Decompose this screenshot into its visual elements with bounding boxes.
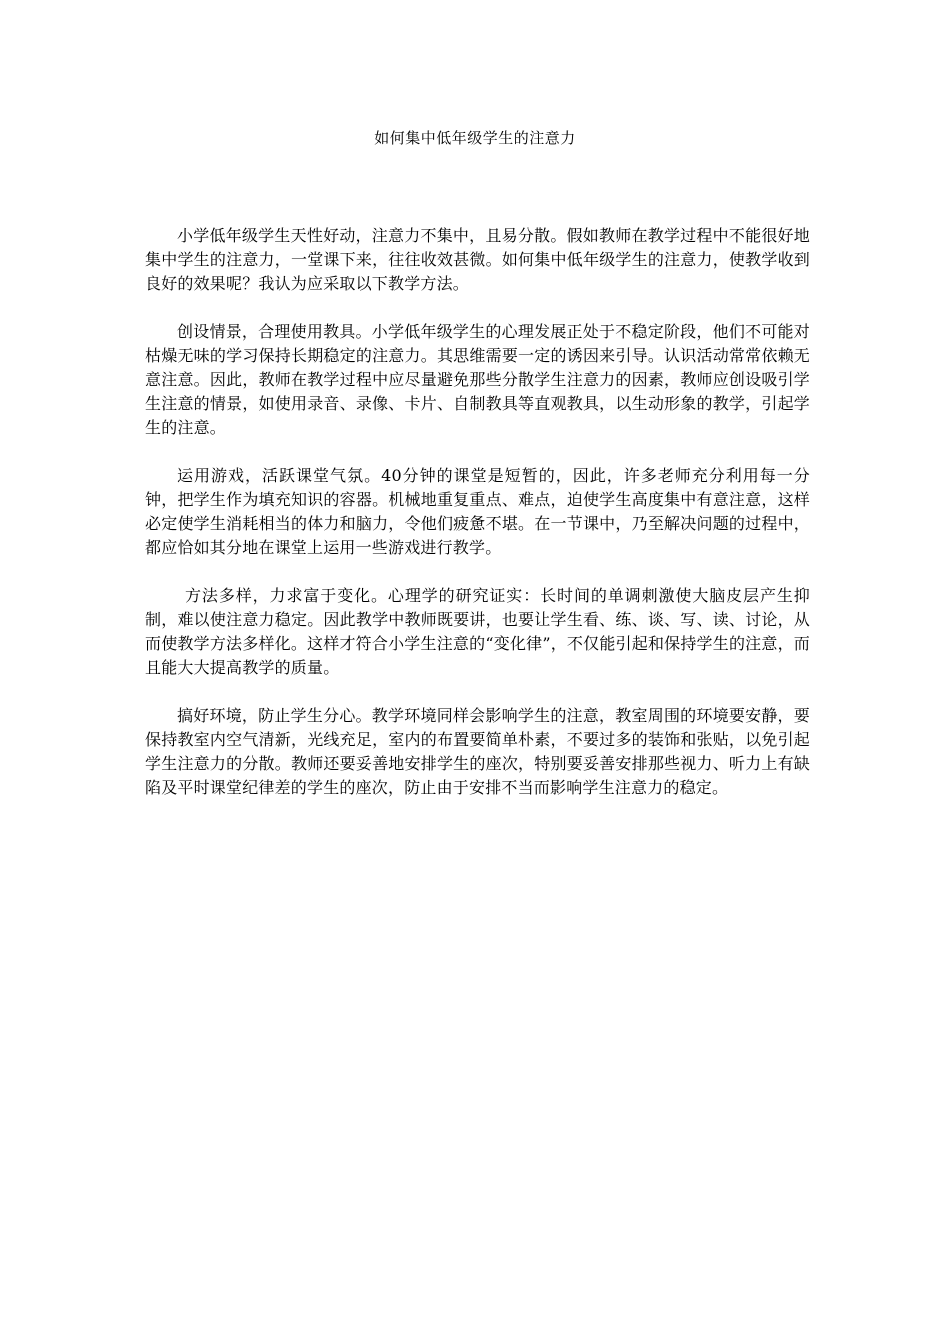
document-title: 如何集中低年级学生的注意力 — [374, 129, 576, 147]
paragraph-varied-methods: 方法多样，力求富于变化。心理学的研究证实：长时间的单调刺激使大脑皮层产生抑制，难以使注意力稳定。因此教学中教师既要讲，也要让学生看、练、谈、写、读、讨论，从而使教学方法多样化。这样才符合小学生注意的“变化律”，不仅能引起和保持学生的注意，而且能大大提高教学的质量。 — [145, 586, 810, 677]
paragraph-environment: 搞好环境，防止学生分心。教学环境同样会影响学生的注意，教室周围的环境要安静，要保持教室内空气清新，光线充足，室内的布置要简单朴素，不要过多的装饰和张贴，以免引起学生注意力的分散。教师还要妥善地安排学生的座次，特别要妥善安排那些视力、听力上有缺陷及平时课堂纪律差的学生的座次，防止由于安排不当而影响学生注意力的稳定。 — [145, 706, 810, 797]
paragraph-games: 运用游戏，活跃课堂气氛。40分钟的课堂是短暂的，因此，许多老师充分利用每一分钟，把学生作为填充知识的容器。机械地重复重点、难点，迫使学生高度集中有意注意，这样必定使学生消耗相当的体力和脑力，令他们疲惫不堪。在一节课中，乃至解决问题的过程中，都应恰如其分地在课堂上运用一些游戏进行教学。 — [145, 466, 810, 557]
paragraph-intro: 小学低年级学生天性好动，注意力不集中，且易分散。假如教师在教学过程中不能很好地集中学生的注意力，一堂课下来，往往收效甚微。如何集中低年级学生的注意力，使教学收到良好的效果呢？我认为应采取以下教学方法。 — [145, 226, 810, 293]
document-body — [145, 224, 810, 824]
paragraph-teaching-aids: 创设情景，合理使用教具。小学低年级学生的心理发展正处于不稳定阶段，他们不可能对枯燥无味的学习保持长期稳定的注意力。其思维需要一定的诱因来引导。认识活动常常依赖无意注意。因此，教师在教学过程中应尽量避免那些分散学生注意力的因素，教师应创设吸引学生注意的情景，如使用录音、录像、卡片、自制教具等直观教具，以生动形象的教学，引起学生的注意。 — [145, 322, 810, 437]
